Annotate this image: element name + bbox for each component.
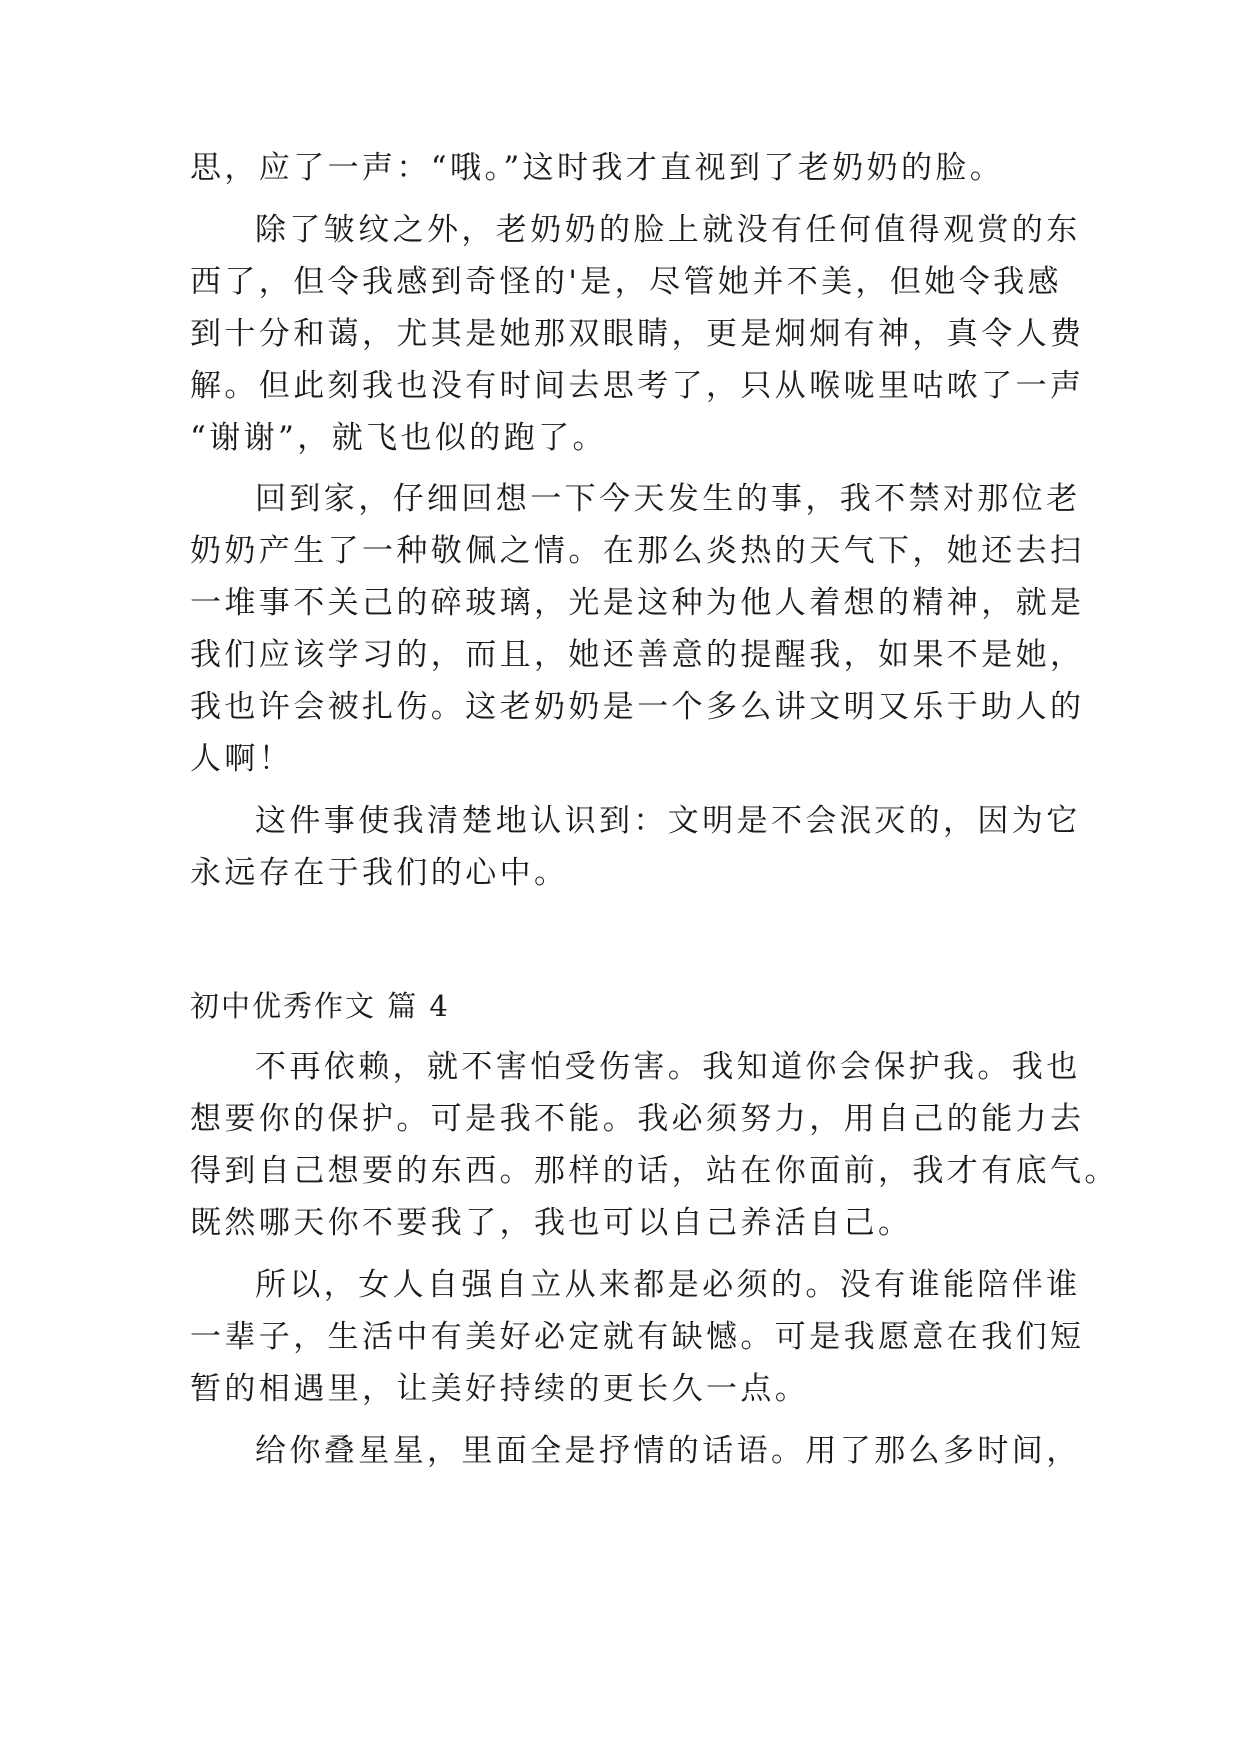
paragraph-line: 人啊！: [190, 741, 294, 777]
paragraph-line: 一辈子，生活中有美好必定就有缺憾。可是我愿意在我们短: [190, 1319, 1085, 1355]
paragraph-line: 思，应了一声：“哦。”这时我才直视到了老奶奶的脸。: [190, 150, 1005, 186]
paragraph-line: 得到自己想要的东西。那样的话，站在你面前，我才有底气。: [190, 1153, 1119, 1189]
paragraph-line: 所以，女人自强自立从来都是必须的。没有谁能陪伴谁: [255, 1267, 1081, 1303]
paragraph-line: 这件事使我清楚地认识到：文明是不会泯灭的，因为它: [255, 803, 1081, 839]
paragraph-line: 永远存在于我们的心中。: [190, 855, 569, 891]
paragraph-line: 不再依赖，就不害怕受伤害。我知道你会保护我。我也: [255, 1049, 1081, 1085]
paragraph-line: 西了，但令我感到奇怪的'是，尽管她并不美，但她令我感: [190, 264, 1062, 300]
paragraph-line: 给你叠星星，里面全是抒情的话语。用了那么多时间，: [255, 1433, 1081, 1469]
paragraph-line: 我也许会被扎伤。这老奶奶是一个多么讲文明又乐于助人的: [190, 689, 1085, 725]
paragraph-line: 除了皱纹之外，老奶奶的脸上就没有任何值得观赏的东: [255, 212, 1081, 248]
paragraph-line: 我们应该学习的，而且，她还善意的提醒我，如果不是她，: [190, 637, 1085, 673]
paragraph-line: 既然哪天你不要我了，我也可以自己养活自己。: [190, 1205, 913, 1241]
section-heading: 初中优秀作文 篇 4: [190, 989, 450, 1023]
paragraph-line: 回到家，仔细回想一下今天发生的事，我不禁对那位老: [255, 481, 1081, 517]
paragraph-line: 暂的相遇里，让美好持续的更长久一点。: [190, 1371, 810, 1407]
paragraph-line: 一堆事不关己的碎玻璃，光是这种为他人着想的精神，就是: [190, 585, 1085, 621]
paragraph-line: 奶奶产生了一种敬佩之情。在那么炎热的天气下，她还去扫: [190, 533, 1085, 569]
paragraph-line: 想要你的保护。可是我不能。我必须努力，用自己的能力去: [190, 1101, 1085, 1137]
paragraph-line: “谢谢”，就飞也似的跑了。: [190, 420, 607, 456]
paragraph-line: 到十分和蔼，尤其是她那双眼睛，更是炯炯有神，真令人费: [190, 316, 1085, 352]
paragraph-line: 解。但此刻我也没有时间去思考了，只从喉咙里咕哝了一声: [190, 368, 1085, 404]
